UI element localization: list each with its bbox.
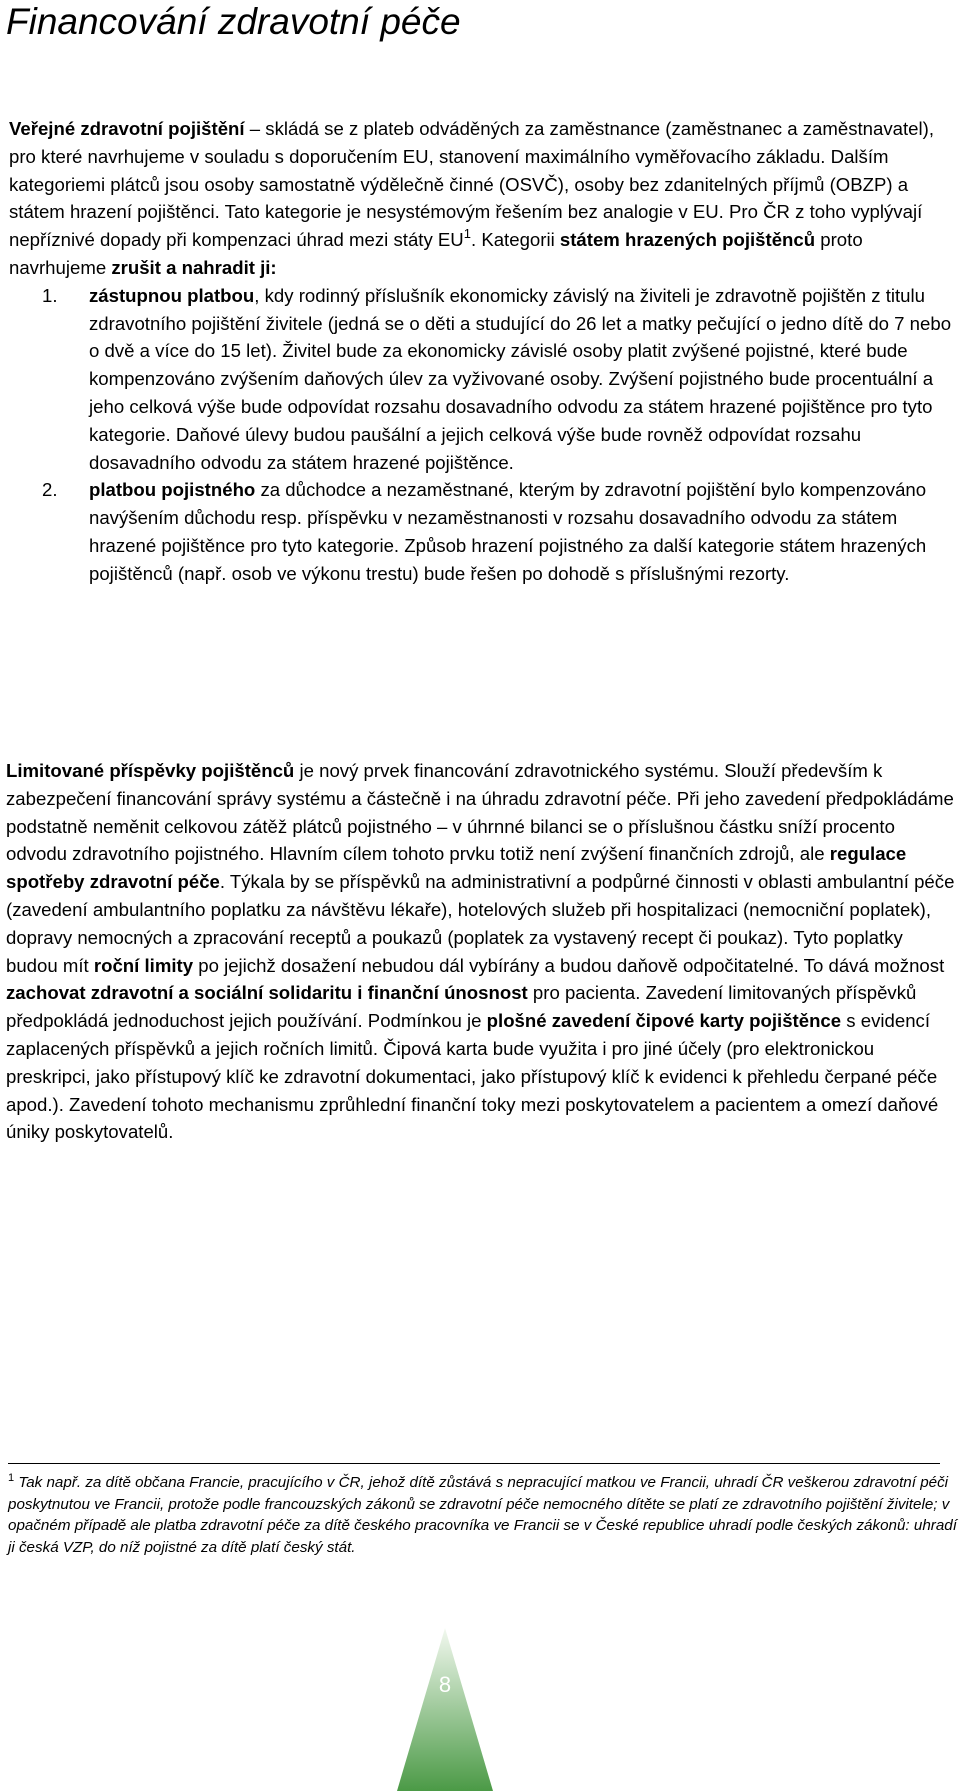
public-insurance-paragraph bbox=[9, 115, 955, 282]
page-number: 8 bbox=[438, 1672, 452, 1697]
footnote-text: Tak např. za dítě občana Francie, pracujícího v ČR, jehož dítě zůstává s nepracující matkou ve Francii, uhradí ČR veškerou zdravotní péči poskytnutou ve Francii, protože podle francouzských zákonů se zdravotní péče nemocného dítěte se platí ze zdravotního pojištění živitele; v opačném případě ale platba zdravotní péče za dítě českého pracovníka ve Francii se v České republice uhradí podle českých zákonů: uhradí ji česká VZP, do níž pojistné za dítě platí český stát. bbox=[8, 1474, 957, 1556]
limited-contributions-text-4: pro pacienta. Zavedení limitovaných příspěvků předpokládá jednoduchost jejich používání. Podmínkou je bbox=[6, 982, 917, 1032]
state-insured-term: státem hrazených pojištěnců bbox=[559, 229, 816, 251]
footnote-reference[interactable]: 1 bbox=[463, 226, 471, 242]
page-number-triangle bbox=[397, 1628, 493, 1791]
limited-contributions-text-5: s evidencí zaplacených příspěvků a jejich ročních limitů. Čipová karta bude využita i pro jiné účely (pro elektronickou preskripci, jako přístupový klíč ke zdravotní dokumentaci, jako přístupový klíč k evidenci k přehledu čerpané péče apod.). Zavedení tohoto mechanismu zprůhlední finanční toky mezi poskytovatelem a pacientem a omezí daňové úniky poskytovatelů. bbox=[6, 1010, 939, 1143]
list-item-term: platbou pojistného bbox=[89, 479, 256, 501]
page-title: Financování zdravotní péče bbox=[6, 1, 461, 42]
list-item bbox=[9, 282, 955, 477]
limited-contributions-paragraph bbox=[6, 757, 958, 1146]
limited-contributions-text-3: po jejichž dosažení nebudou dál vybírány a budou daňově odpočitatelné. To dává možnost bbox=[193, 954, 945, 976]
footnote-mark: 1 bbox=[8, 1472, 15, 1484]
public-insurance-heading: Veřejné zdravotní pojištění bbox=[9, 118, 245, 139]
solidarity-term: zachovat zdravotní a sociální solidaritu i finanční únosnost bbox=[6, 982, 528, 1004]
regulation-term: regulace spotřeby zdravotní péče bbox=[6, 843, 907, 893]
public-insurance-text-3: proto navrhujeme bbox=[9, 229, 863, 278]
footnote bbox=[8, 1472, 958, 1558]
limited-contributions-text: je nový prvek financování zdravotnického systému. Slouží především k zabezpečení financování správy systému a částečně i na úhradu zdravotní péče. Při jeho zavedení předpokládáme podstatně neměnit celkovou zátěž plátců pojistného – v úhrnné bilanci se o příslušnou částku sníží procento odvodu zdravotního pojistného. Hlavním cílem tohoto prvku totiž není zvýšení finančních zdrojů, ale bbox=[6, 760, 954, 865]
list-item-term: zástupnou platbou bbox=[89, 284, 255, 306]
proposal-term: zrušit a nahradit ji: bbox=[111, 256, 277, 278]
list-item-text: za důchodce a nezaměstnané, kterým by zdravotní pojištění bylo kompenzováno navýšením důchodu resp. příspěvku v nezaměstnanosti v rozsahu dosavadního odvodu za státem hrazené pojištěnce pro tyto kategorie. Způsob hrazení pojistného za další kategorie státem hrazených pojištěnců (např. osob ve výkonu trestu) bude řešen po dohodě s příslušnými rezorty. bbox=[89, 479, 927, 584]
list-item bbox=[9, 476, 955, 587]
public-insurance-text-2: . Kategorii bbox=[470, 229, 560, 251]
proposal-list bbox=[9, 282, 955, 588]
limited-contributions-heading: Limitované příspěvky pojištěnců bbox=[6, 760, 295, 781]
chip-card-term: plošné zavedení čipové karty pojištěnce bbox=[486, 1010, 842, 1032]
footnote-divider bbox=[8, 1463, 940, 1464]
list-item-number: 2. bbox=[42, 479, 58, 501]
list-item-number: 1. bbox=[42, 284, 58, 306]
annual-limits-term: roční limity bbox=[93, 954, 194, 976]
list-item-text: , kdy rodinný příslušník ekonomicky závislý na živiteli je zdravotně pojištěn z titulu zdravotního pojištění živitele (jedná se o děti a studující do 26 let a matky pečující o jedno dítě do 7 nebo o dvě a více do 15 let). Živitel bude za ekonomicky závislé osoby platit zvýšené pojistné, které bude kompenzováno zvýšením daňových úlev za vyživované osoby. Zvýšení pojistného bude procentuální a jeho celková výše bude odpovídat rozsahu dosavadního odvodu za státem hrazené pojištěnce pro tyto kategorie. Daňové úlevy budou paušální a jejich celková výše bude rovněž odpovídat rozsahu dosavadního odvodu za státem hrazené pojištěnce. bbox=[89, 284, 952, 473]
limited-contributions-text-2: . Týkala by se příspěvků na administrativní a podpůrné činnosti v oblasti ambulantní péče (zavedení ambulantního poplatku za návštěvu lékaře), hotelových služeb při hospitalizaci (nemocniční poplatek), dopravy nemocných a zpracování receptů a poukazů (poplatek za vystavený recept či poukaz). Tyto poplatky budou mít bbox=[6, 871, 955, 976]
public-insurance-text: – skládá se z plateb odváděných za zaměstnance (zaměstnanec a zaměstnavatel), pro které navrhujeme v souladu s doporučením EU, stanovení maximálního vyměřovacího základu. Dalším kategoriemi plátců jsou osoby samostatně výdělečně činné (OSVČ), osoby bez zdanitelných příjmů (OBZP) a státem hrazení pojištěnci. Tato kategorie je nesystémovým řešením bez analogie v EU. Pro ČR z toho vyplývají nepříznivé dopady při kompenzaci úhrad mezi státy EU bbox=[9, 118, 934, 251]
public-insurance-section bbox=[9, 115, 955, 588]
